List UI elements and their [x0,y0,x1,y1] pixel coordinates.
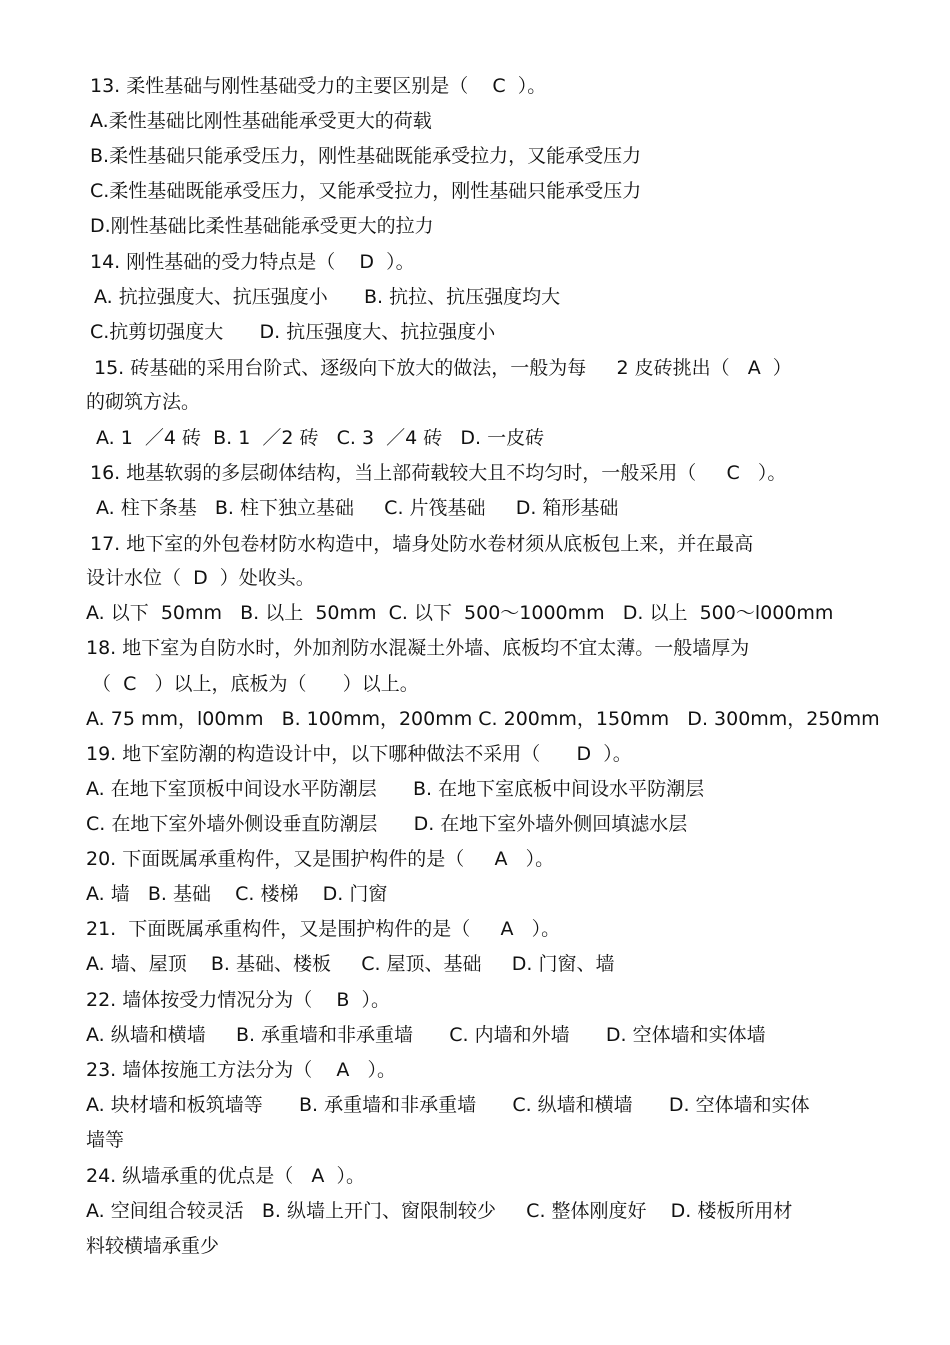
question-19-options-ab: A. 在地下室顶板中间设水平防潮层 B. 在地下室底板中间设水平防潮层 [86,778,705,800]
question-14-options-ab: A. 抗拉强度大、抗压强度小 B. 抗拉、抗压强度均大 [94,286,561,308]
question-17-text-cont: 设计水位（ D ）处收头。 [86,567,315,589]
question-24-options-cont: 料较横墙承重少 [86,1235,220,1257]
question-19-text: 19. 地下室防潮的构造设计中，以下哪种做法不采用（ D ）。 [86,743,632,765]
question-21-text: 21. 下面既属承重构件，又是围护构件的是（ A ）。 [86,918,561,940]
question-13-option-c: C.柔性基础既能承受压力，又能承受拉力，刚性基础只能承受压力 [90,180,642,202]
question-17-text: 17. 地下室的外包卷材防水构造中，墙身处防水卷材须从底板包上来，并在最高 [90,533,754,555]
question-17-options: A. 以下 50mm B. 以上 50mm C. 以下 500～1000mm D. 以上 500～l000mm [86,602,834,624]
question-22-options: A. 纵墙和横墙 B. 承重墙和非承重墙 C. 内墙和外墙 D. 空体墙和实体墙 [86,1024,766,1046]
question-21-options: A. 墙、屋顶 B. 基础、楼板 C. 屋顶、基础 D. 门窗、墙 [86,953,615,975]
question-23-options: A. 块材墙和板筑墙等 B. 承重墙和非承重墙 C. 纵墙和横墙 D. 空体墙和实体 [86,1094,810,1116]
question-15-text-cont: 的砌筑方法。 [86,391,201,413]
question-18-text: 18. 地下室为自防水时，外加剂防水混凝土外墙、底板均不宜太薄。一般墙厚为 [86,637,750,659]
question-14-text: 14. 刚性基础的受力特点是（ D ）。 [90,251,415,273]
question-16-options: A. 柱下条基 B. 柱下独立基础 C. 片筏基础 D. 箱形基础 [96,497,619,519]
question-18-text-cont: （ C ）以上，底板为（ ）以上。 [92,673,419,695]
question-20-options: A. 墙 B. 基础 C. 楼梯 D. 门窗 [86,883,388,905]
question-23-options-cont: 墙等 [86,1129,125,1151]
question-15-options: A. 1 ／4 砖 B. 1 ／2 砖 C. 3 ／4 砖 D. 一皮砖 [96,427,545,449]
question-13-option-d: D.刚性基础比柔性基础能承受更大的拉力 [90,215,434,237]
question-15-text: 15. 砖基础的采用台阶式、逐级向下放大的做法，一般为每 2 皮砖挑出（ A ） [94,357,792,379]
question-22-text: 22. 墙体按受力情况分为（ B ）。 [86,989,391,1011]
question-24-text: 24. 纵墙承重的优点是（ A ）。 [86,1165,365,1187]
question-23-text: 23. 墙体按施工方法分为（ A ）。 [86,1059,397,1081]
question-14-options-cd: C.抗剪切强度大 D. 抗压强度大、抗拉强度小 [90,321,496,343]
question-19-options-cd: C. 在地下室外墙外侧设垂直防潮层 D. 在地下室外墙外侧回填滤水层 [86,813,688,835]
question-13-text: 13. 柔性基础与刚性基础受力的主要区别是（ C ）。 [90,75,547,97]
question-18-options: A. 75 mm，l00mm B. 100mm，200mm C. 200mm，150mm D. 300mm，250mm [86,708,880,730]
question-13-option-b: B.柔性基础只能承受压力，刚性基础既能承受拉力，又能承受压力 [90,145,642,167]
question-16-text: 16. 地基软弱的多层砌体结构，当上部荷载较大且不均匀时，一般采用（ C ）。 [90,462,787,484]
question-20-text: 20. 下面既属承重构件，又是围护构件的是（ A ）。 [86,848,555,870]
question-13-option-a: A.柔性基础比刚性基础能承受更大的荷载 [90,110,432,132]
question-24-options: A. 空间组合较灵活 B. 纵墙上开门、窗限制较少 C. 整体刚度好 D. 楼板所用材 [86,1200,793,1222]
